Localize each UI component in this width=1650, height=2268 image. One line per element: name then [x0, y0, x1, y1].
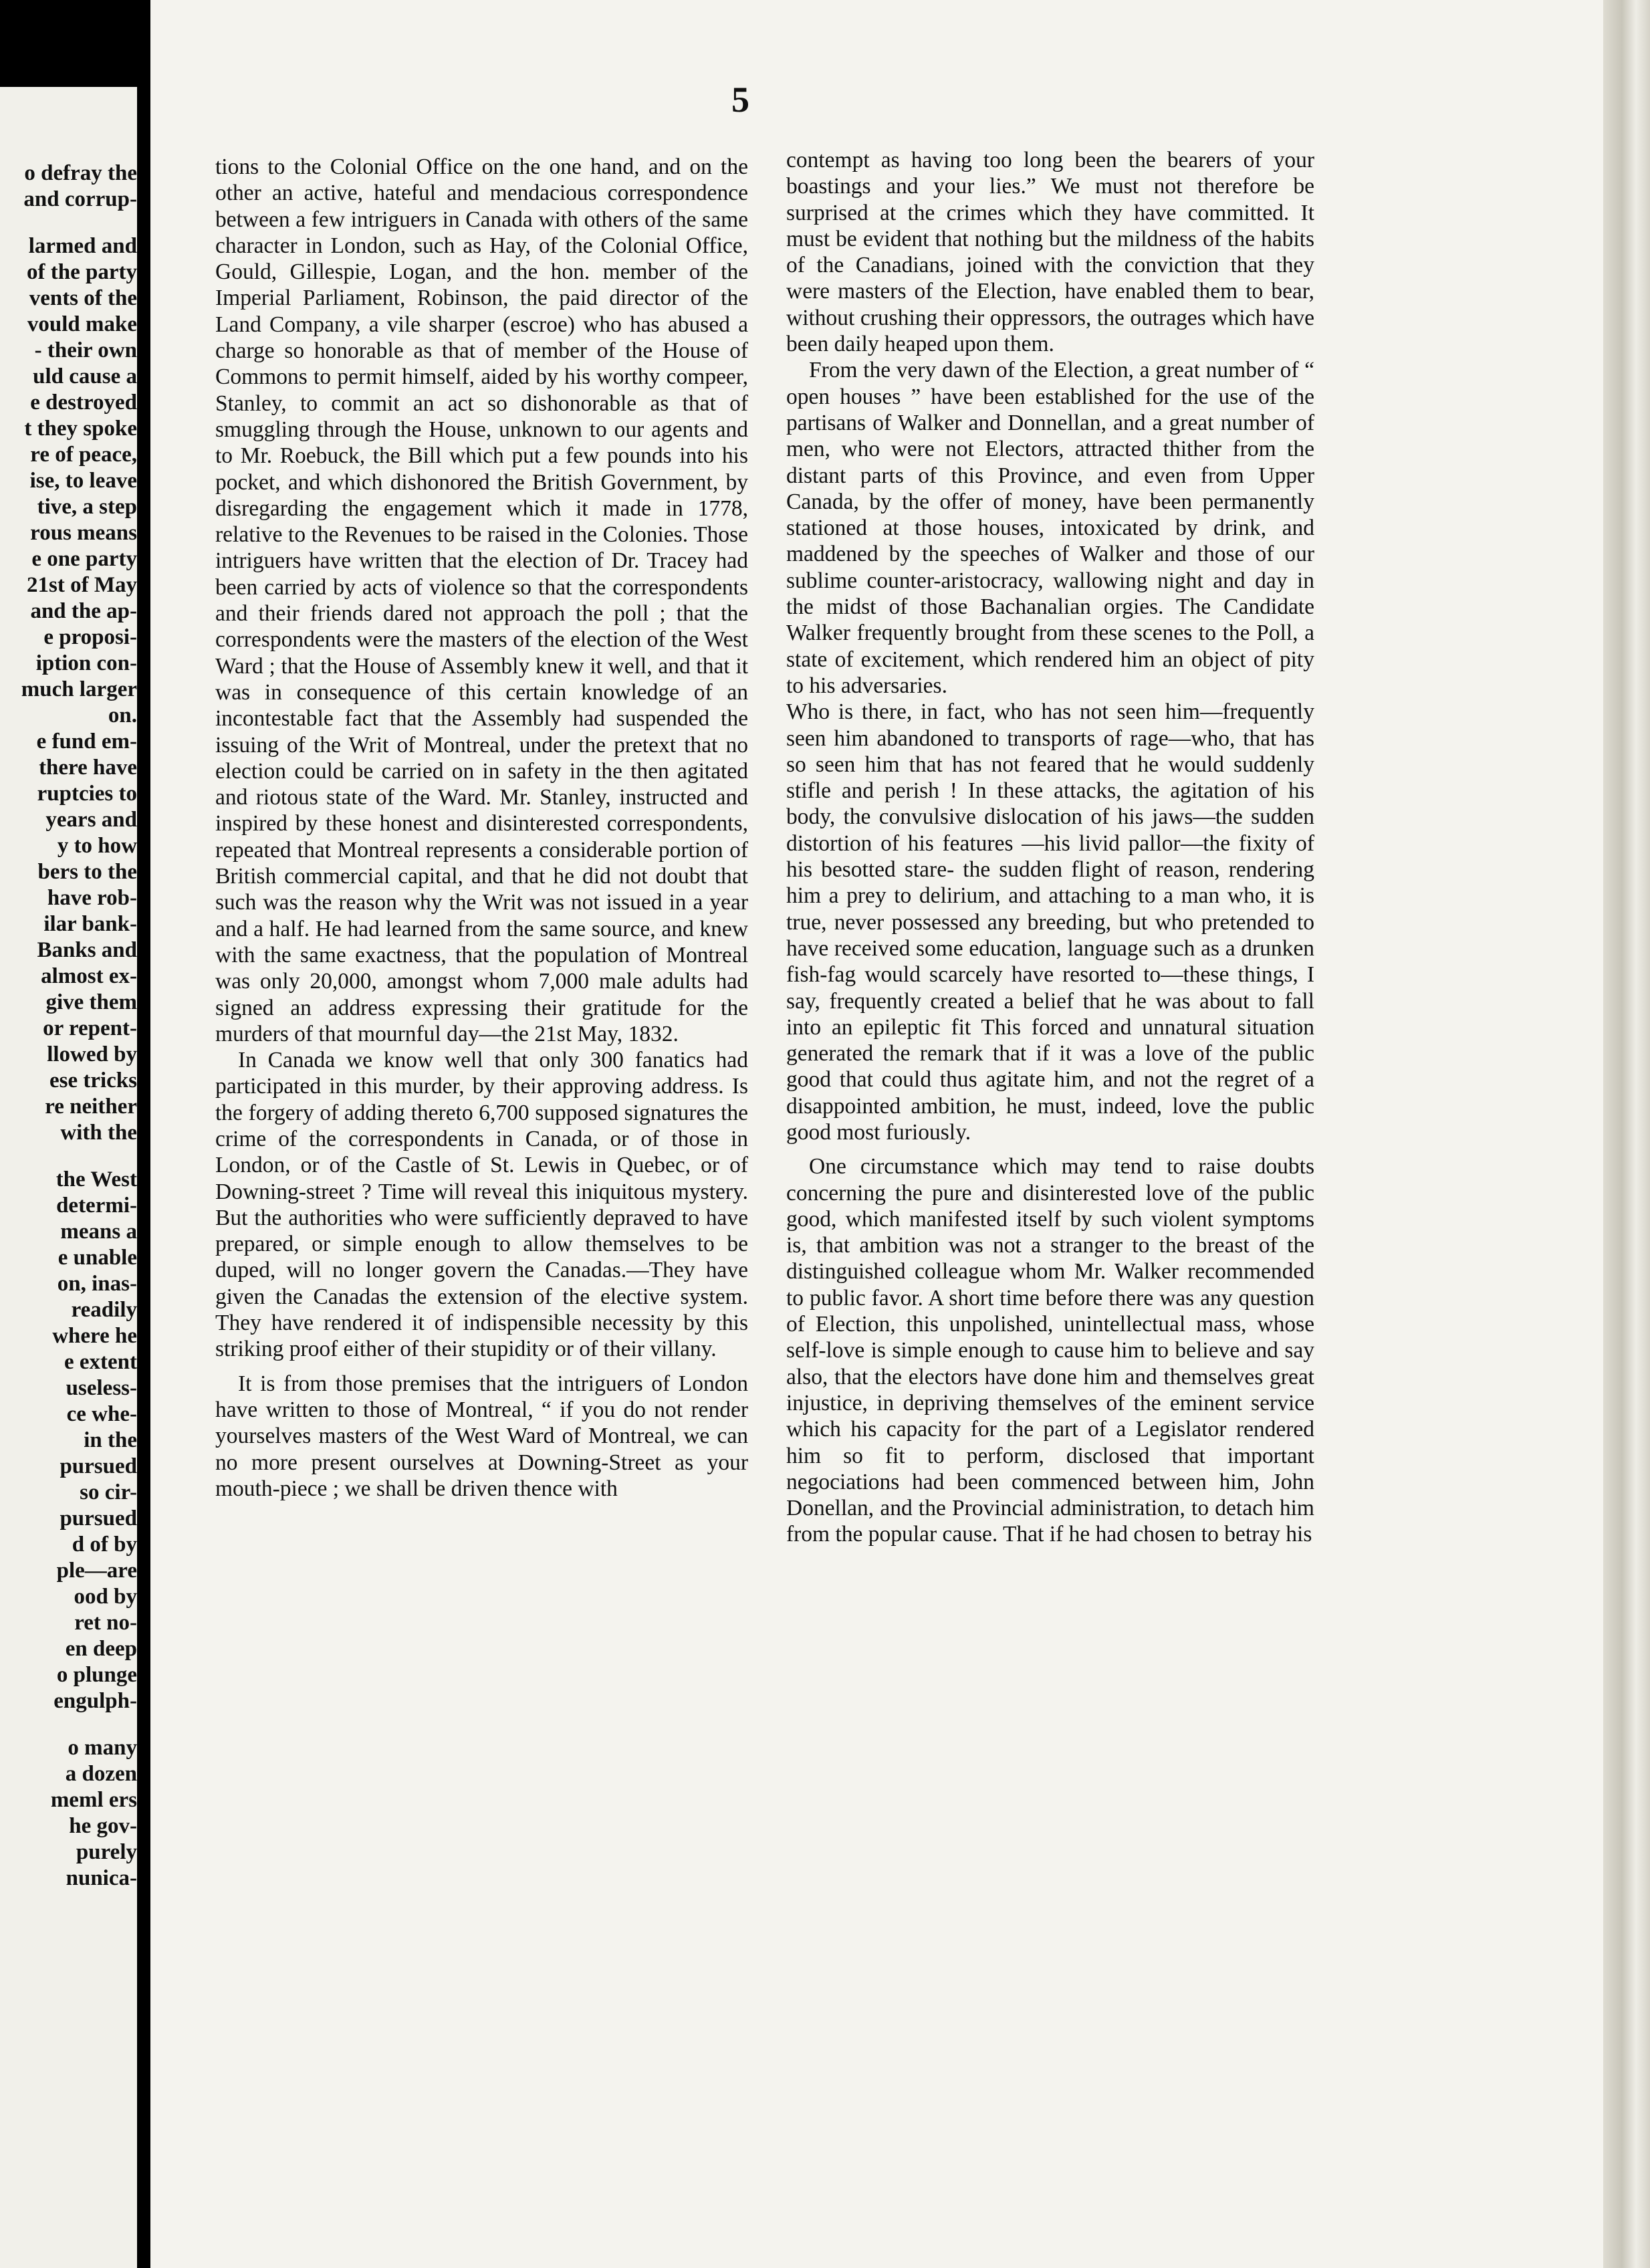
- paragraph: tions to the Colonial Office on the one hand, and on the other an active, hateful and mendacious correspondence between a few intriguers in Canada with others of the same character in London, such as Hay, of the Colonial Office, Gould, Gillespie, Logan, and the hon. member of the Imperial Parliament, Robinson, the paid director of the Land Company, a vile sharper (escroe) who has abused a charge so honorable as that of member of the House of Commons to permit himself, aided by his worthy compeer, Stanley, to commit an act so dishonorable as that of smuggling through the House, unknown to our agents and to Mr. Roebuck, the Bill which put a few pounds into his pocket, and which dishonored the British Government, by disregarding the engagement which it made in 1778, relative to the Revenues to be raised in the Colonies. Those intriguers have written that the election of Dr. Tracey had been carried by acts of violence so that the correspondents and their friends dared not approach the poll ; that the correspondents were the masters of the election of the West Ward ; that the House of Assembly knew it well, and that it was in consequence of this certain knowledge of an incontestable fact that the Assembly had suspended the issuing of the Writ of Montreal, under the pretext that no election could be carried on in safety in the then agitated and riotous state of the Ward. Mr. Stanley, instructed and inspired by these honest and disinterested correspondents, repeated that Montreal represents a considerable portion of British commercial capital, and that he did not doubt that such was the reason why the Writ was not issued in a year and a half. He had learned from the same source, and knew with the same exactness, that the population of Montreal was only 20,000, amongst whom 7,000 male adults had signed an address expressing their gratitude for the murders of that mournful day—the 21st May, 1832.: [215, 154, 748, 1046]
- text-column-left: [215, 154, 748, 1502]
- fragment-line: - their own: [34, 338, 137, 362]
- fragment-line: e destroyed: [30, 390, 137, 415]
- paragraph: In Canada we know well that only 300 fanatics had participated in this murder, by their approving address. Is the forgery of adding thereto 6,700 supposed signatures the crime of the correspondents in Canada, or of those in London, or of the Castle of St. Lewis in Quebec, or of Downing-street ? Time will reveal this iniquitous mystery. But the authorities who were sufficiently depraved to have prepared, or simple enough to allow themselves to be duped, will no longer govern the Canadas.—They have given the Canadas the extension of the elective system. They have rendered it of indispensible necessity by this striking proof either of their stupidity or of their villany.: [215, 1048, 748, 1362]
- fragment-line: bers to the: [37, 860, 137, 884]
- fragment-line: have rob-: [47, 886, 137, 910]
- paragraph: Who is there, in fact, who has not seen him—frequently seen him abandoned to transports of rage—who, that has so seen him that has not feared that he would suddenly stifle and perish ! In these attacks, the agitation of his body, the convulsive dislocation of his jaws—the sudden distortion of his features —his livid pallor—the fixity of his besotted stare- the sudden flight of reason, rendering him a prey to delirium, and attaching to a man who, it is true, never possessed any breeding, but who pretended to have received some education, language such as a drunken fish-fag would scarcely have resorted to—these things, I say, frequently created a belief that he was about to fall into an epileptic fit This forced and unnatural situation generated the remark that if it was a love of the public good that could thus agitate him, and not the regret of a disappointed ambition, he must, indeed, love the public good most furiously.: [786, 699, 1314, 1145]
- fragment-line: pursued: [60, 1454, 137, 1478]
- fragment-line: o many: [68, 1736, 137, 1760]
- fragment-line: ruptcies to: [37, 782, 137, 806]
- fragment-line: rous means: [30, 521, 137, 545]
- fragment-line: ple—are: [56, 1559, 137, 1583]
- fragment-line: e one party: [31, 547, 137, 571]
- fragment-line: a dozen: [65, 1762, 137, 1786]
- fragment-line: re of peace,: [30, 443, 137, 467]
- fragment-line: tive, a step: [37, 495, 137, 519]
- fragment-line: ese tricks: [49, 1068, 137, 1093]
- paragraph: contempt as having too long been the bearers of your boastings and your lies.” We must not therefore be surprised at the crimes which they have committed. It must be evident that nothing but the mildness of the habits of the Canadians, joined with the conviction that they were masters of the Election, have enabled them to bear, without crushing their oppressors, the outrages which have been daily heaped upon them.: [786, 148, 1314, 357]
- fragment-line: with the: [60, 1121, 137, 1145]
- fragment-line: meml ers: [50, 1788, 137, 1812]
- fragment-line: ood by: [74, 1585, 137, 1609]
- page-number: 5: [731, 80, 749, 120]
- fragment-line: vents of the: [29, 286, 137, 310]
- fragment-line: and corrup-: [23, 187, 137, 211]
- paragraph: One circumstance which may tend to raise doubts concerning the pure and disinterested love of the public good, which manifested itself by such violent symptoms is, that ambition was not a stranger to the breast of the distinguished colleague whom Mr. Walker recommended to public favor. A short time before there was any question of Election, this unpolished, unintellectual mass, whose self-love is simple enough to cause him to believe and say also, that the electors have done him and themselves great injustice, in depriving themselves of the eminent service which his capacity for the part of a Legislator rendered him so fit to perform, disclosed that important negociations had been commenced between him, John Donellan, and the Provincial administration, to detach him from the popular cause. That if he had chosen to betray his: [786, 1154, 1314, 1547]
- fragment-line: llowed by: [47, 1042, 137, 1066]
- fragment-line: o defray the: [24, 161, 137, 185]
- fragment-line: d of by: [72, 1533, 137, 1557]
- fragment-line: or repent-: [43, 1016, 137, 1040]
- fragment-line: en deep: [65, 1637, 137, 1661]
- adjacent-page-fragment: [0, 87, 137, 2268]
- fragment-line: vould make: [27, 312, 137, 336]
- fragment-line: and the ap-: [30, 599, 137, 623]
- fragment-line: t they spoke: [24, 417, 137, 441]
- fragment-line: determi-: [56, 1194, 137, 1218]
- fragment-line: e proposi-: [43, 625, 137, 649]
- paragraph: From the very dawn of the Election, a great number of “ open houses ” have been established for the use of the partisans of Walker and Donnellan, and a great number of men, who were not Electors, attracted thither from the distant parts of this Province, and even from Upper Canada, by the offer of money, have been permanently stationed at those houses, intoxicated by drink, and maddened by the speeches of Walker and those of our sublime counter-aristocracy, wallowing night and day in the midst of those Bachanalian orgies. The Candidate Walker frequently brought from these scenes to the Poll, a state of excitement, which rendered him an object of pity to his adversaries.: [786, 358, 1314, 698]
- fragment-line: pursued: [60, 1506, 137, 1530]
- fragment-line: ce whe-: [66, 1402, 137, 1426]
- fragment-line: iption con-: [35, 651, 137, 675]
- fragment-line: where he: [52, 1324, 137, 1348]
- adjacent-page-text: [0, 160, 137, 1892]
- fragment-line: give them: [45, 990, 137, 1014]
- fragment-line: on, inas-: [57, 1272, 137, 1296]
- fragment-line: much larger: [21, 677, 137, 701]
- fragment-line: e fund em-: [36, 729, 137, 754]
- fragment-line: re neither: [45, 1095, 137, 1119]
- fragment-line: so cir-: [80, 1480, 137, 1504]
- fragment-line: on.: [108, 703, 137, 727]
- fragment-line: e unable: [57, 1246, 137, 1270]
- fragment-line: engulph-: [53, 1689, 137, 1713]
- fragment-line: of the party: [27, 260, 137, 284]
- fragment-line: readily: [71, 1298, 137, 1322]
- fragment-line: nunica-: [66, 1866, 137, 1890]
- fragment-line: there have: [39, 756, 137, 780]
- fragment-line: Banks and: [37, 938, 137, 962]
- fragment-line: 21st of May: [27, 573, 137, 597]
- fragment-line: y to how: [57, 834, 137, 858]
- fragment-line: o plunge: [56, 1663, 137, 1687]
- fragment-line: e extent: [64, 1350, 137, 1374]
- fragment-line: the West: [55, 1167, 137, 1192]
- fragment-line: larmed and: [28, 234, 137, 258]
- fragment-line: he gov-: [69, 1814, 137, 1838]
- book-page-edge: [1603, 0, 1650, 2268]
- fragment-line: uld cause a: [33, 364, 137, 388]
- paragraph: It is from those premises that the intriguers of London have written to those of Montreal, “ if you do not render yourselves masters of the West Ward of Montreal, we can no more present ourselves at Downing-Street as your mouth-piece ; we shall be driven thence with: [215, 1371, 748, 1501]
- fragment-line: means a: [60, 1220, 137, 1244]
- fragment-line: useless-: [66, 1376, 137, 1400]
- fragment-line: ise, to leave: [29, 469, 137, 493]
- fragment-line: ret no-: [74, 1611, 137, 1635]
- fragment-line: ilar bank-: [43, 912, 137, 936]
- fragment-line: purely: [76, 1840, 137, 1864]
- fragment-line: almost ex-: [41, 964, 137, 988]
- text-column-right: [786, 147, 1314, 1548]
- fragment-line: in the: [84, 1428, 137, 1452]
- fragment-line: years and: [45, 808, 137, 832]
